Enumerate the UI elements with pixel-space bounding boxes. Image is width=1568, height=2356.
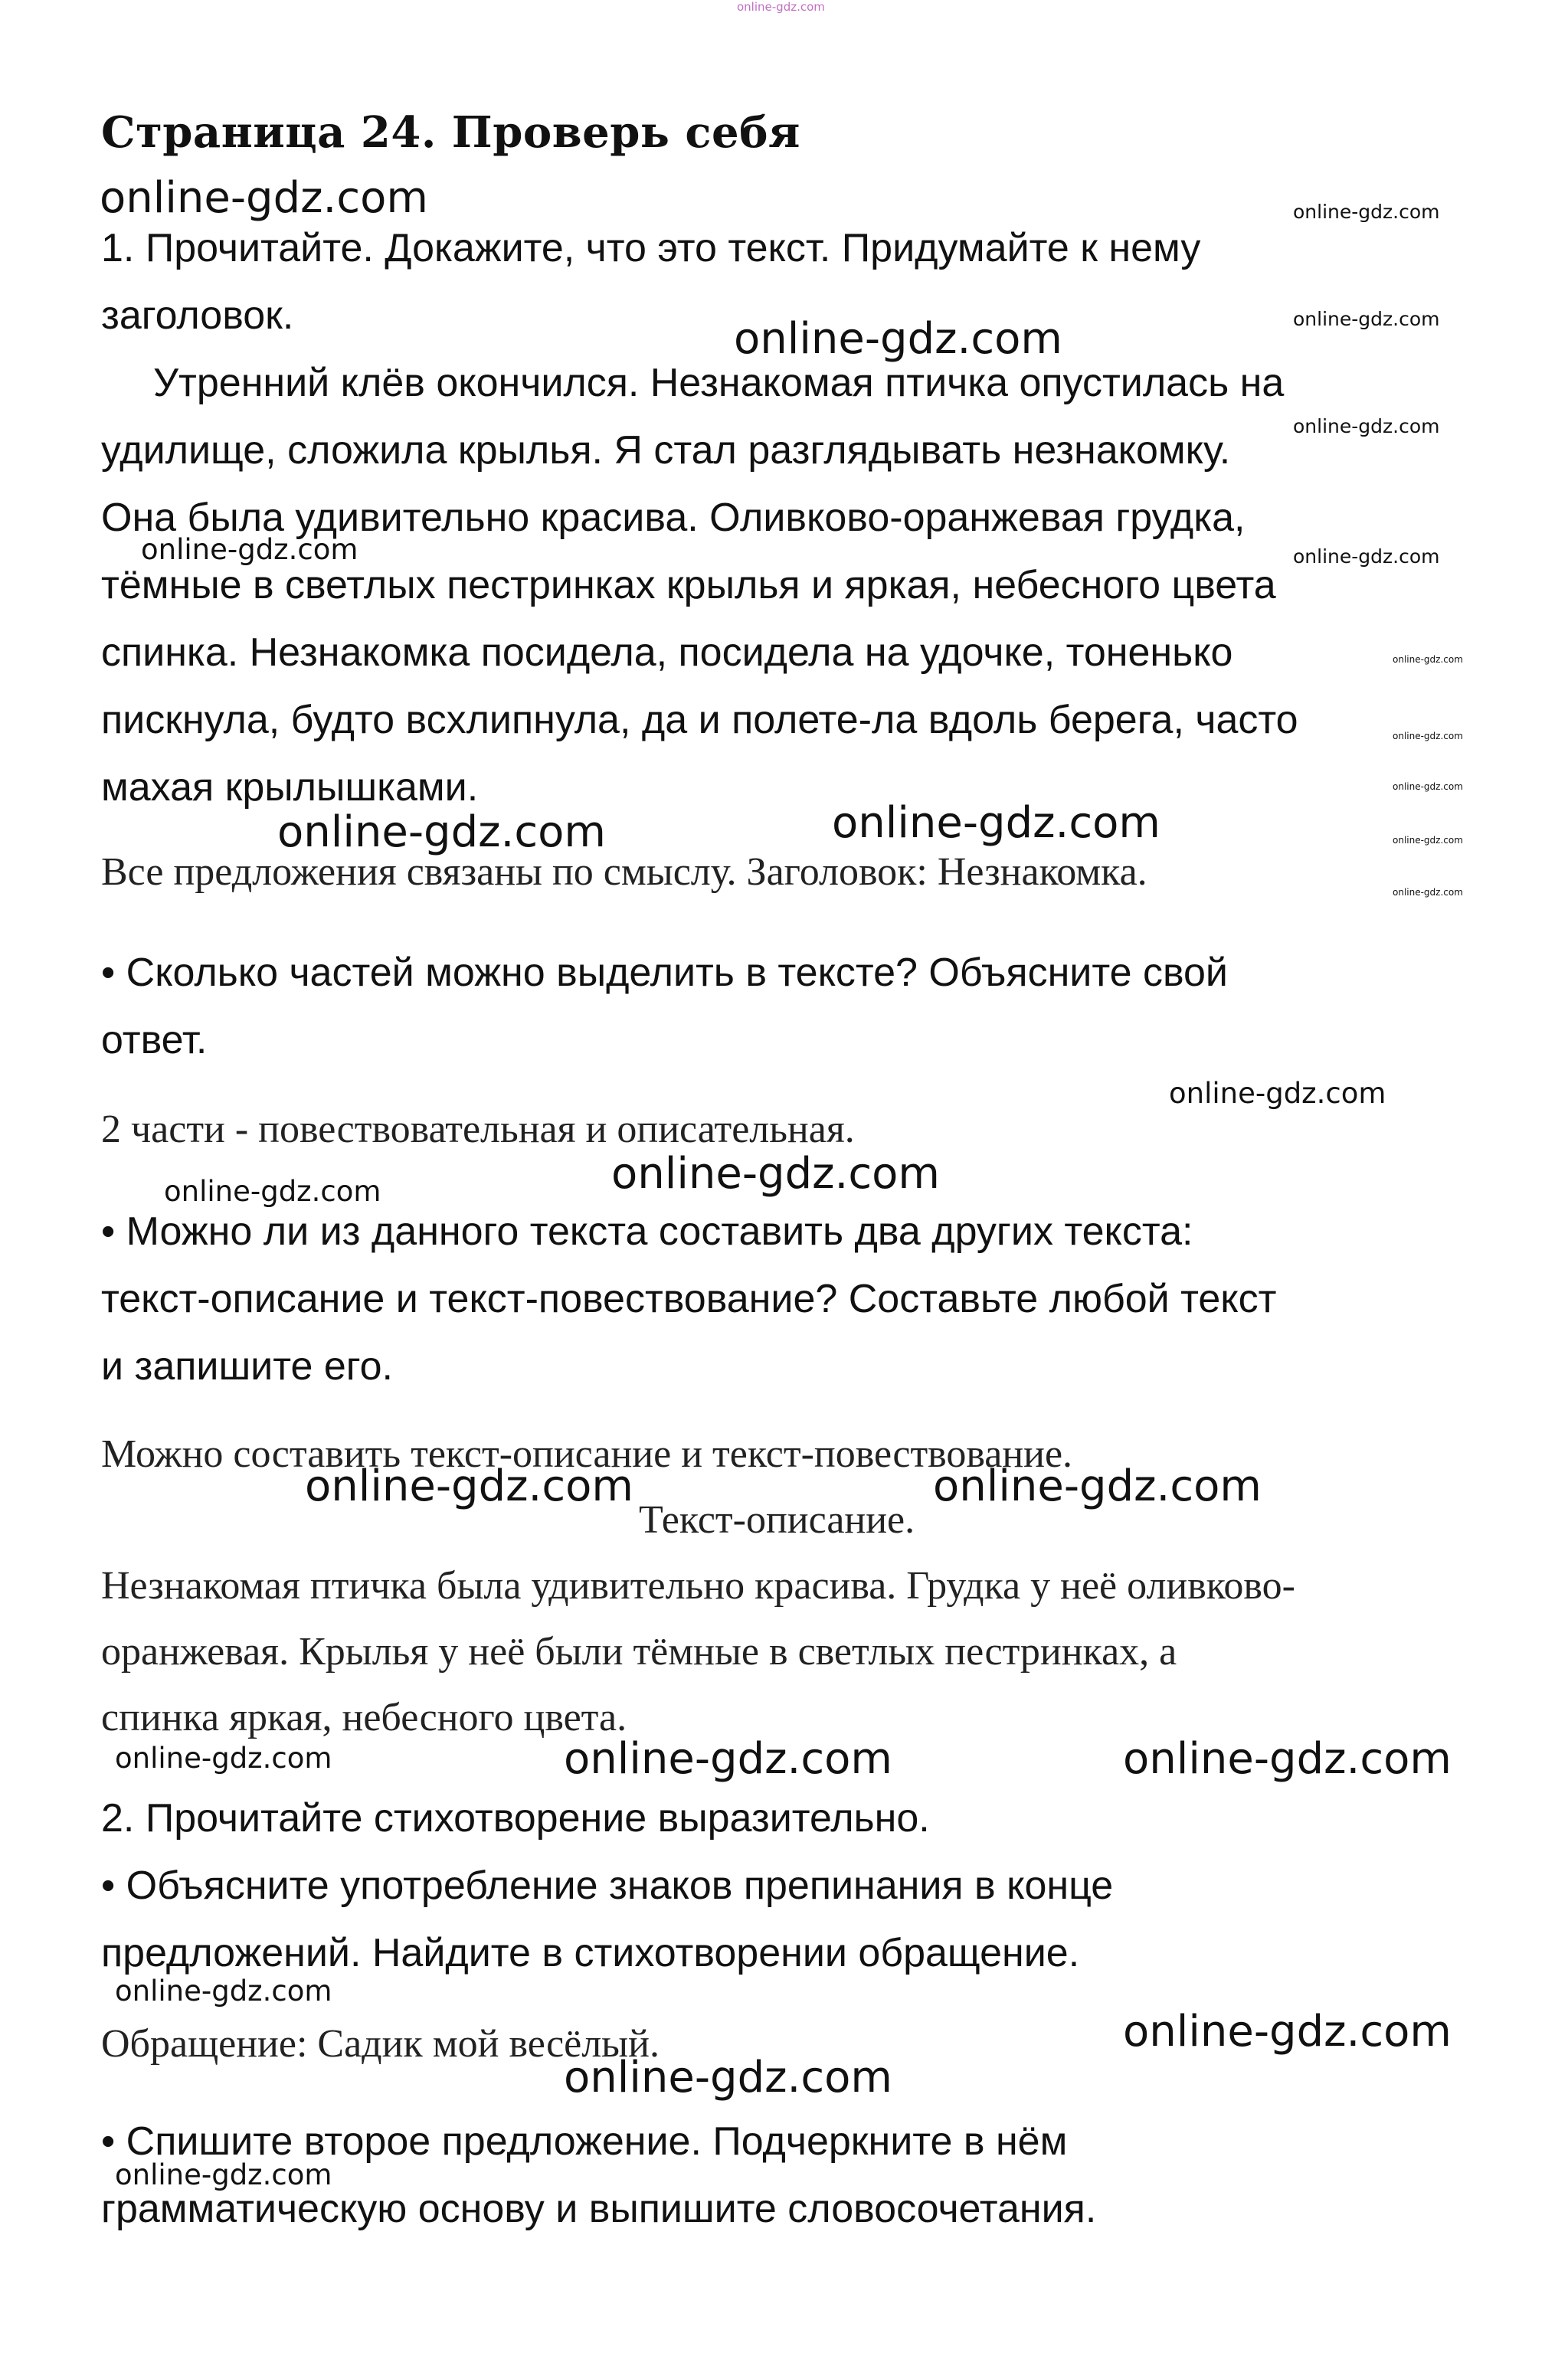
text-line-2: удилище, сложила крылья. Я стал разглядывать незнакомку. <box>101 428 1231 473</box>
watermark: online-gdz.com <box>1293 415 1440 437</box>
watermark: online-gdz.com <box>564 2053 892 2102</box>
watermark: online-gdz.com <box>115 1742 332 1775</box>
watermark: online-gdz.com <box>1293 308 1440 330</box>
task2-q1-line-1: • Объясните употребление знаков препинания в конце <box>101 1864 1114 1908</box>
task1-line-1: 1. Прочитайте. Докажите, что это текст. Придумайте к нему <box>101 226 1201 270</box>
q3-line-2: текст-описание и текст-повествование? Составьте любой текст <box>101 1277 1277 1321</box>
task2-q1-line-2: предложений. Найдите в стихотворении обращение. <box>101 1931 1080 1975</box>
watermark: online-gdz.com <box>305 1461 633 1511</box>
q2-line-1: • Сколько частей можно выделить в тексте? Объясните свой <box>101 951 1228 995</box>
watermark: online-gdz.com <box>564 1734 892 1784</box>
watermark: online-gdz.com <box>734 314 1062 364</box>
watermark: online-gdz.com <box>277 807 606 857</box>
task2-line: 2. Прочитайте стихотворение выразительно. <box>101 1796 930 1841</box>
q3-answer-line-2: оранжевая. Крылья у неё были тёмные в светлых пестринках, а <box>101 1630 1177 1674</box>
task2-q2-line-2: грамматическую основу и выпишите словосочетания. <box>101 2187 1097 2231</box>
task2-q2-line-1: • Спишите второе предложение. Подчеркните в нём <box>101 2119 1068 2164</box>
watermark: online-gdz.com <box>1393 835 1463 846</box>
header-watermark: online-gdz.com <box>737 0 825 14</box>
text-line-4: тёмные в светлых пестринках крылья и яркая, небесного цвета <box>101 563 1276 607</box>
watermark: online-gdz.com <box>1123 1734 1452 1784</box>
q3-answer-heading: Текст-описание. <box>639 1498 915 1542</box>
task1-answer: Все предложения связаны по смыслу. Заголовок: Незнакомка. <box>101 850 1147 894</box>
watermark: online-gdz.com <box>832 798 1160 848</box>
watermark: online-gdz.com <box>115 2158 332 2191</box>
q3-answer-line-3: спинка яркая, небесного цвета. <box>101 1696 627 1739</box>
task1-line-2: заголовок. <box>101 293 294 338</box>
watermark: online-gdz.com <box>611 1149 940 1199</box>
watermark: online-gdz.com <box>1169 1077 1386 1110</box>
text-line-6: пискнула, будто всхлипнула, да и полете-ла вдоль берега, часто <box>101 698 1298 742</box>
text-line-3: Она была удивительно красива. Оливково-оранжевая грудка, <box>101 496 1246 540</box>
q3-line-3: и запишите его. <box>101 1344 393 1389</box>
watermark: online-gdz.com <box>1293 201 1440 223</box>
watermark: online-gdz.com <box>1293 545 1440 568</box>
q2-line-2: ответ. <box>101 1018 208 1062</box>
watermark: online-gdz.com <box>1393 887 1463 898</box>
task2-q1-answer: Обращение: Садик мой весёлый. <box>101 2022 660 2066</box>
watermark: online-gdz.com <box>933 1461 1262 1511</box>
watermark: online-gdz.com <box>1393 654 1463 665</box>
watermark: online-gdz.com <box>141 533 358 566</box>
q3-answer-intro: Можно составить текст-описание и текст-повествование. <box>101 1432 1073 1476</box>
q3-line-1: • Можно ли из данного текста составить два других текста: <box>101 1209 1193 1254</box>
page-title: Страница 24. Проверь себя <box>101 107 800 158</box>
q2-answer: 2 части - повествовательная и описательная. <box>101 1108 855 1151</box>
watermark: online-gdz.com <box>1123 2007 1452 2057</box>
q3-answer-line-1: Незнакомая птичка была удивительно красива. Грудка у неё оливково- <box>101 1564 1295 1608</box>
text-line-7: махая крылышками. <box>101 765 479 810</box>
watermark: online-gdz.com <box>164 1175 381 1208</box>
text-line-1: Утренний клёв окончился. Незнакомая птичка опустилась на <box>153 361 1285 405</box>
watermark: online-gdz.com <box>1393 781 1463 792</box>
watermark: online-gdz.com <box>100 173 428 223</box>
text-line-5: спинка. Незнакомка посидела, посидела на удочке, тоненько <box>101 630 1233 675</box>
watermark: online-gdz.com <box>1393 731 1463 741</box>
watermark: online-gdz.com <box>115 1975 332 2008</box>
